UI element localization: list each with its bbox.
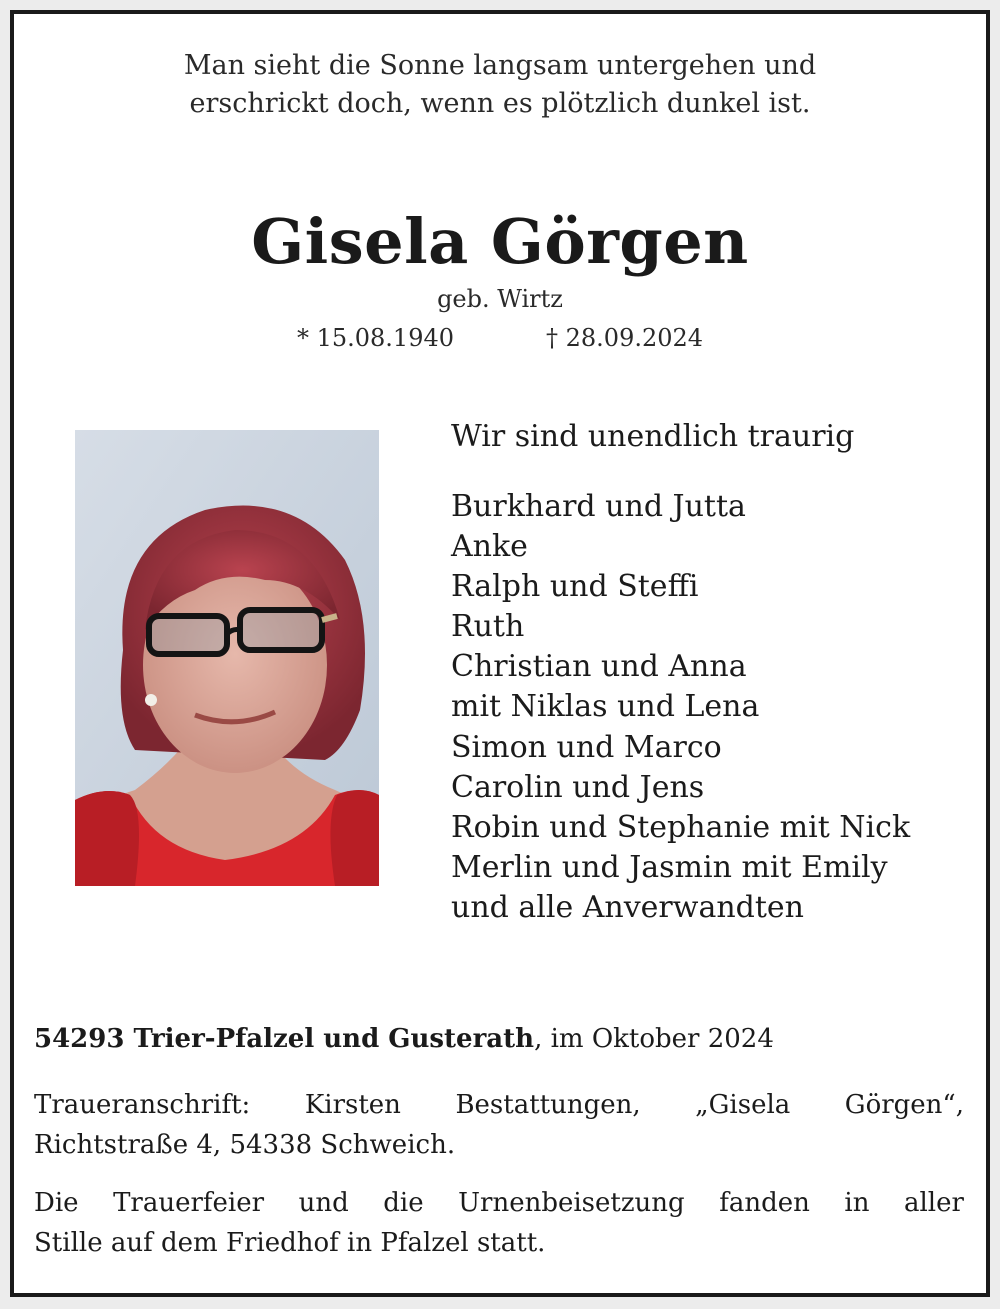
address-line-2: Richtstraße 4, 54338 Schweich. — [34, 1130, 456, 1160]
mourner-name: Ralph und Steffi — [451, 569, 699, 605]
mourning-address — [34, 1085, 964, 1165]
ceremony-word: fanden — [719, 1188, 810, 1218]
ceremony-word: Trauerfeier — [113, 1188, 265, 1218]
mourner-name: Anke — [451, 529, 528, 565]
ceremony-word: in — [844, 1188, 870, 1218]
life-dates — [14, 320, 986, 356]
deceased-name: Gisela Görgen — [251, 205, 749, 278]
ceremony-word: Die — [34, 1188, 79, 1218]
mourner-name: Merlin und Jasmin mit Emily — [451, 849, 888, 885]
obituary-notice — [10, 10, 990, 1297]
quote-line-2: erschrickt doch, wenn es plötzlich dunkel ist. — [189, 88, 811, 119]
portrait-image — [75, 430, 379, 886]
address-word: Görgen“, — [844, 1090, 964, 1120]
address-word: Traueranschrift: — [34, 1090, 251, 1120]
mourner-name: Christian und Anna — [451, 649, 747, 685]
address-word: Bestattungen, — [455, 1090, 641, 1120]
mourner-name: mit Niklas und Lena — [451, 689, 760, 725]
place-and-date — [34, 1019, 774, 1059]
mourner-name: Simon und Marco — [451, 729, 722, 765]
quote-line-1: Man sieht die Sonne langsam untergehen und — [183, 50, 817, 81]
ceremony-word: aller — [903, 1188, 964, 1218]
mourner-name: Carolin und Jens — [451, 769, 705, 805]
ceremony-word: und — [298, 1188, 349, 1218]
address-line-1 — [34, 1085, 964, 1125]
mourner-name: Robin und Stephanie mit Nick — [451, 809, 911, 845]
ceremony-line-1 — [34, 1183, 964, 1223]
address-word: Kirsten — [304, 1090, 401, 1120]
address-word: „Gisela — [695, 1090, 791, 1120]
portrait-photo — [75, 430, 379, 886]
maiden-name: geb. Wirtz — [437, 285, 563, 313]
mourners-list — [451, 487, 910, 928]
mourning-heading: Wir sind unendlich traurig — [451, 419, 855, 454]
notice-date: , im Oktober 2024 — [534, 1024, 774, 1054]
ceremony-word: Urnenbeisetzung — [458, 1188, 685, 1218]
place-names: 54293 Trier-Pfalzel und Gusterath — [34, 1024, 535, 1054]
opening-quote — [14, 47, 986, 123]
ceremony-line-2: Stille auf dem Friedhof in Pfalzel statt. — [34, 1228, 546, 1258]
ceremony-info — [34, 1183, 964, 1263]
mourner-name: Ruth — [451, 609, 525, 645]
birth-date: * 15.08.1940 — [296, 324, 454, 352]
mourner-name: Burkhard und Jutta — [451, 489, 746, 524]
death-date: † 28.09.2024 — [546, 324, 704, 352]
ceremony-word: die — [383, 1188, 424, 1218]
mourner-name: und alle Anverwandten — [451, 889, 804, 925]
